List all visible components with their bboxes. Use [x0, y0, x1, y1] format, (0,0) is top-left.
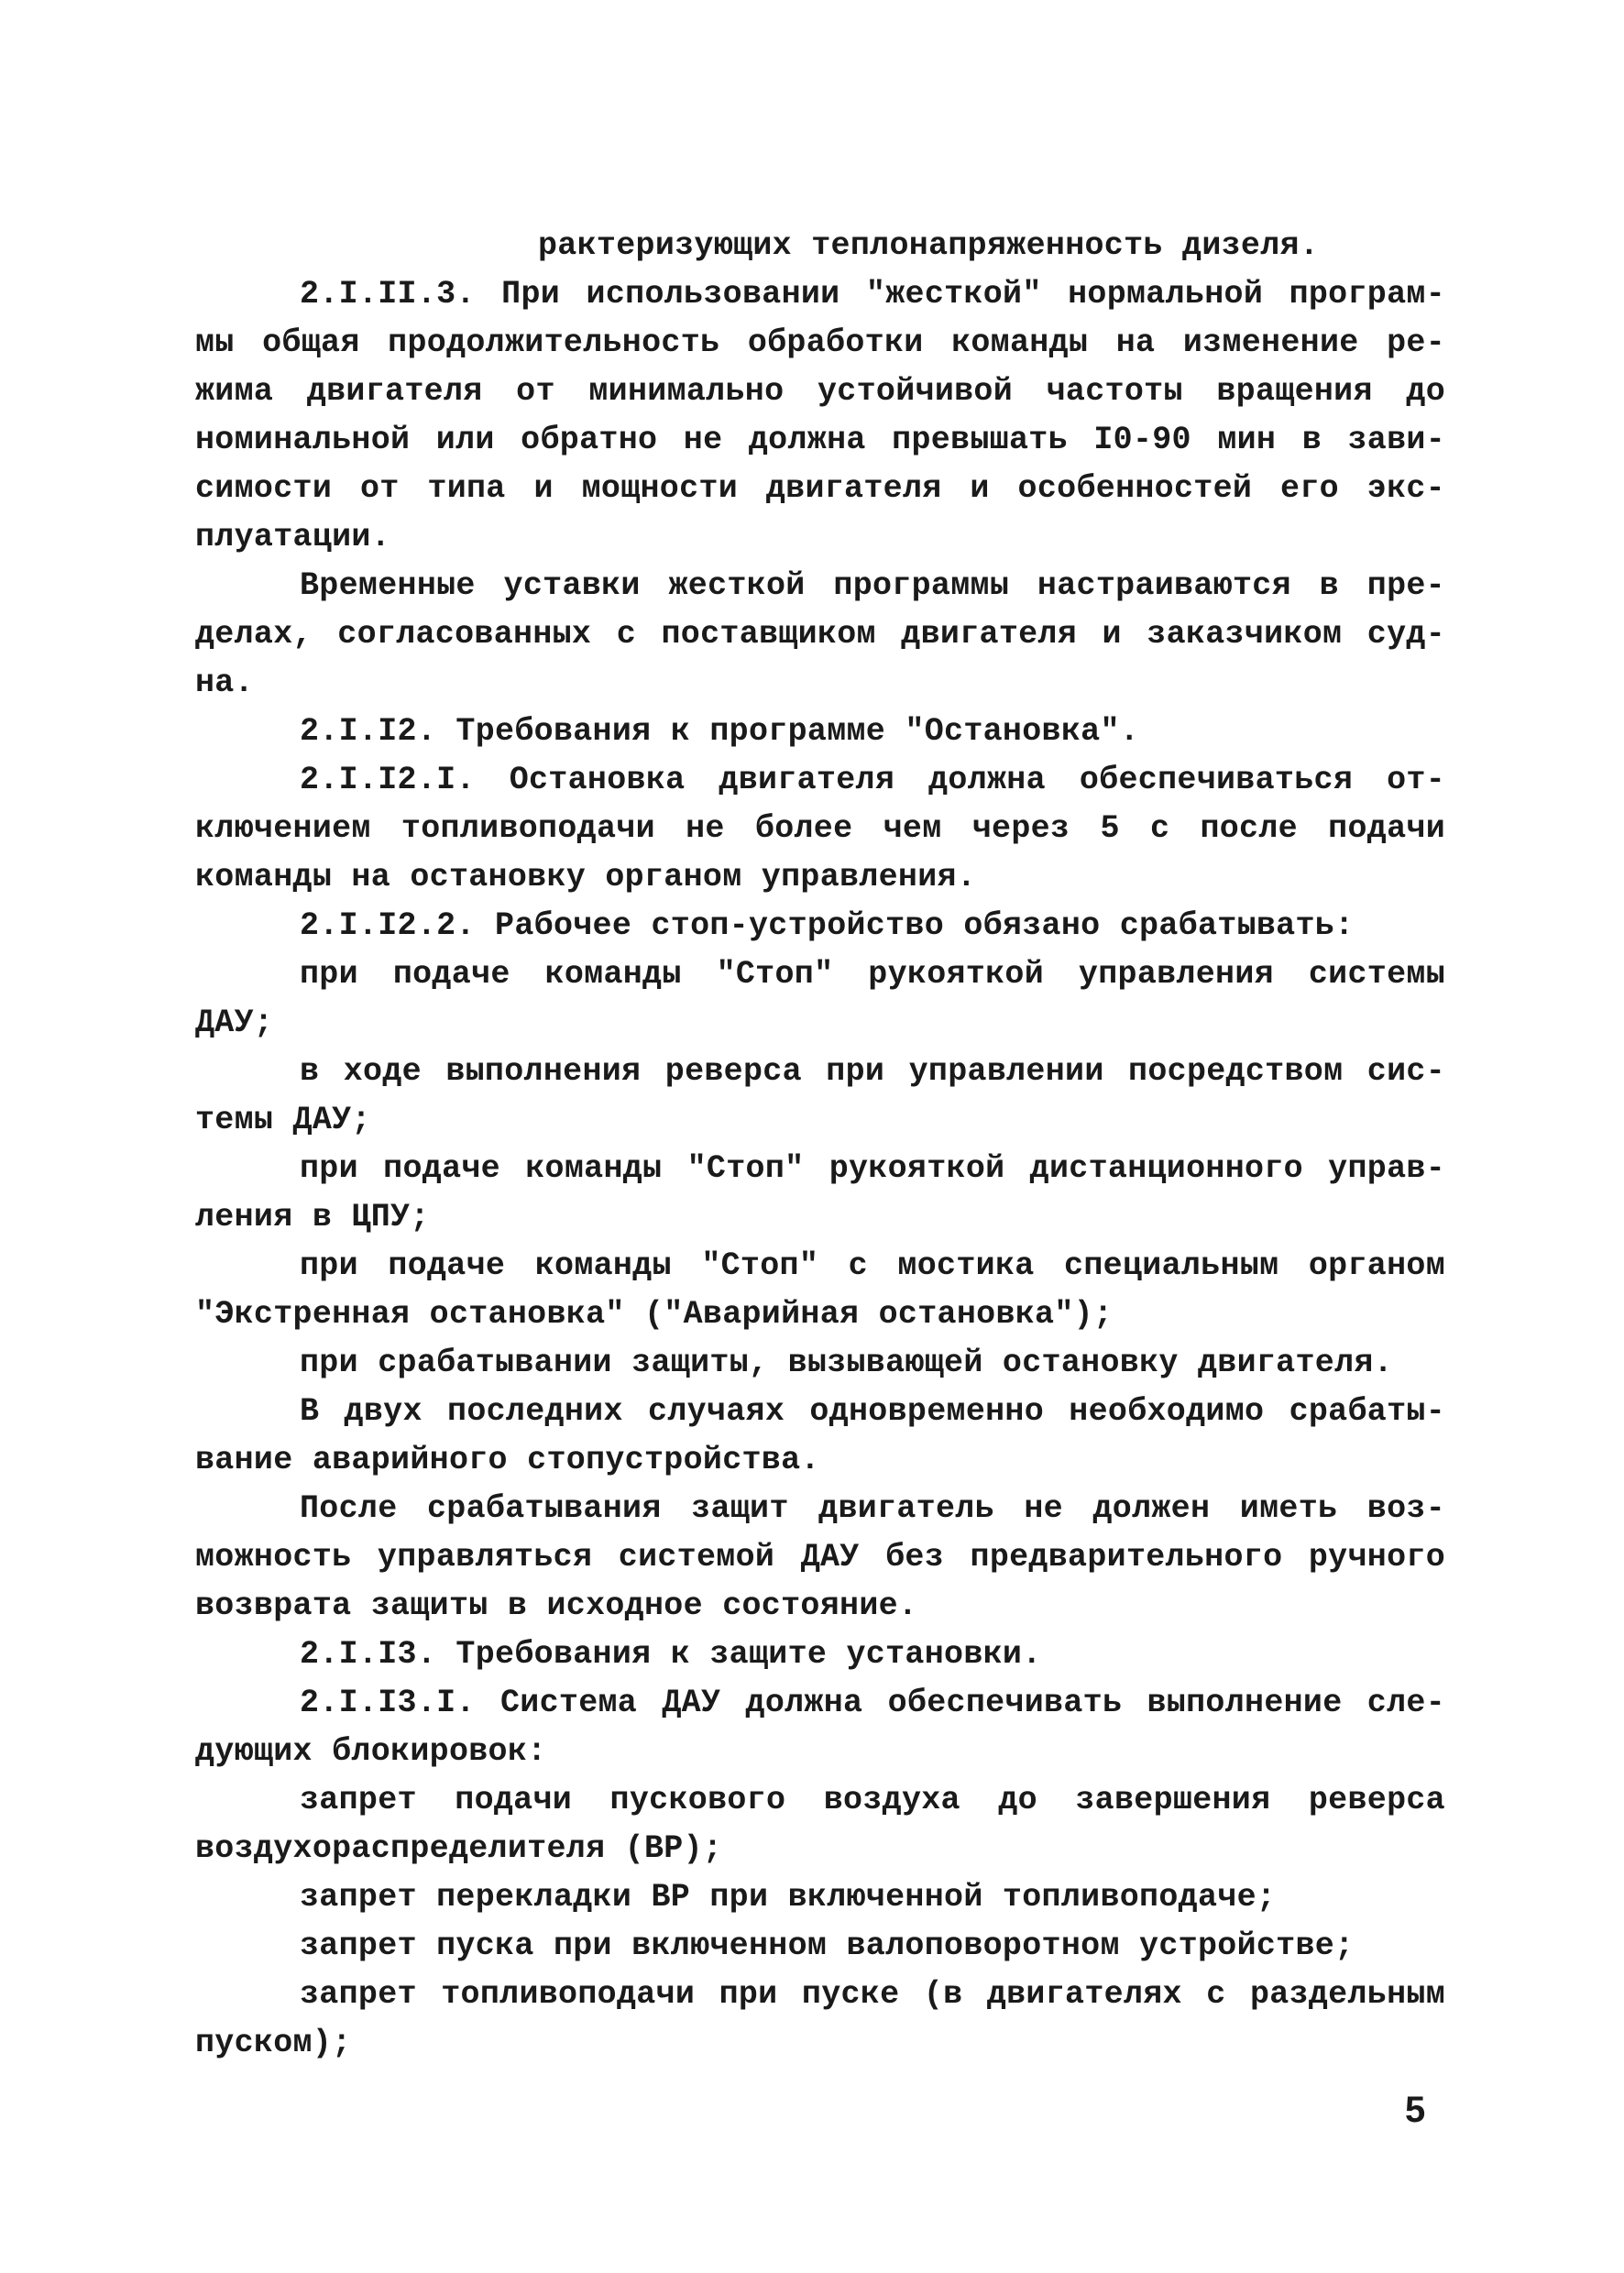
- text-line: номинальной или обратно не должна превышать I0-90 мин в зави-: [195, 422, 1445, 458]
- text-line: ключением топливоподачи не более чем через 5 с после подачи: [195, 810, 1445, 847]
- text-line: После срабатывания защит двигатель не должен иметь воз-: [300, 1490, 1445, 1527]
- text-line: 2.I.I2.2. Рабочее стоп-устройство обязано срабатывать:: [300, 907, 1355, 944]
- section-heading: 2.I.I2. Требования к программе "Остановка".: [300, 713, 1140, 750]
- text-line: рактеризующих теплонапряженность дизеля.: [538, 227, 1320, 264]
- text-line: Временные уставки жесткой программы настраиваются в пре-: [300, 567, 1445, 604]
- text-line: ДАУ;: [195, 1005, 274, 1041]
- text-line: на.: [195, 664, 254, 701]
- text-line: при срабатывании защиты, вызывающей остановку двигателя.: [300, 1345, 1393, 1381]
- text-line: при подаче команды "Стоп" рукояткой управления системы: [300, 956, 1445, 993]
- text-line: темы ДАУ;: [195, 1102, 371, 1138]
- text-line: 2.I.I3.I. Система ДАУ должна обеспечивать выполнение сле-: [300, 1685, 1445, 1721]
- text-line: при подаче команды "Стоп" с мостика специальным органом: [300, 1247, 1445, 1284]
- section-heading: 2.I.I3. Требования к защите установки.: [300, 1636, 1042, 1673]
- text-line: жима двигателя от минимально устойчивой частоты вращения до: [195, 373, 1445, 410]
- text-line: запрет перекладки ВР при включенной топливоподаче;: [300, 1879, 1277, 1916]
- text-line: 2.I.II.3. При использовании "жесткой" нормальной програм-: [300, 276, 1445, 313]
- text-line: можность управляться системой ДАУ без предварительного ручного: [195, 1539, 1445, 1576]
- text-line: в ходе выполнения реверса при управлении посредством сис-: [300, 1053, 1445, 1090]
- text-line: симости от типа и мощности двигателя и особенностей его экс-: [195, 470, 1445, 507]
- text-line: запрет пуска при включенном валоповоротном устройстве;: [300, 1927, 1355, 1964]
- text-line: пуском);: [195, 2025, 352, 2061]
- text-line: 2.I.I2.I. Остановка двигателя должна обеспечиваться от-: [300, 762, 1445, 798]
- text-line: возврата защиты в исходное состояние.: [195, 1587, 918, 1624]
- page-number: 5: [1405, 2090, 1426, 2130]
- text-line: запрет подачи пускового воздуха до завершения реверса: [300, 1782, 1445, 1818]
- text-line: ления в ЦПУ;: [195, 1199, 430, 1235]
- text-line: воздухораспределителя (ВР);: [195, 1830, 723, 1867]
- text-line: В двух последних случаях одновременно необходимо срабаты-: [300, 1393, 1445, 1430]
- text-line: дующих блокировок:: [195, 1733, 547, 1770]
- text-line: плуатации.: [195, 519, 391, 555]
- text-line: вание аварийного стопустройства.: [195, 1442, 820, 1478]
- text-line: мы общая продолжительность обработки команды на изменение ре-: [195, 324, 1445, 361]
- text-line: команды на остановку органом управления.: [195, 859, 977, 895]
- text-line: "Экстренная остановка" ("Аварийная остановка");: [195, 1296, 1114, 1333]
- text-line: запрет топливоподачи при пуске (в двигателях с раздельным: [300, 1976, 1445, 2013]
- text-line: при подаче команды "Стоп" рукояткой дистанционного управ-: [300, 1150, 1445, 1187]
- text-line: делах, согласованных с поставщиком двигателя и заказчиком суд-: [195, 616, 1445, 653]
